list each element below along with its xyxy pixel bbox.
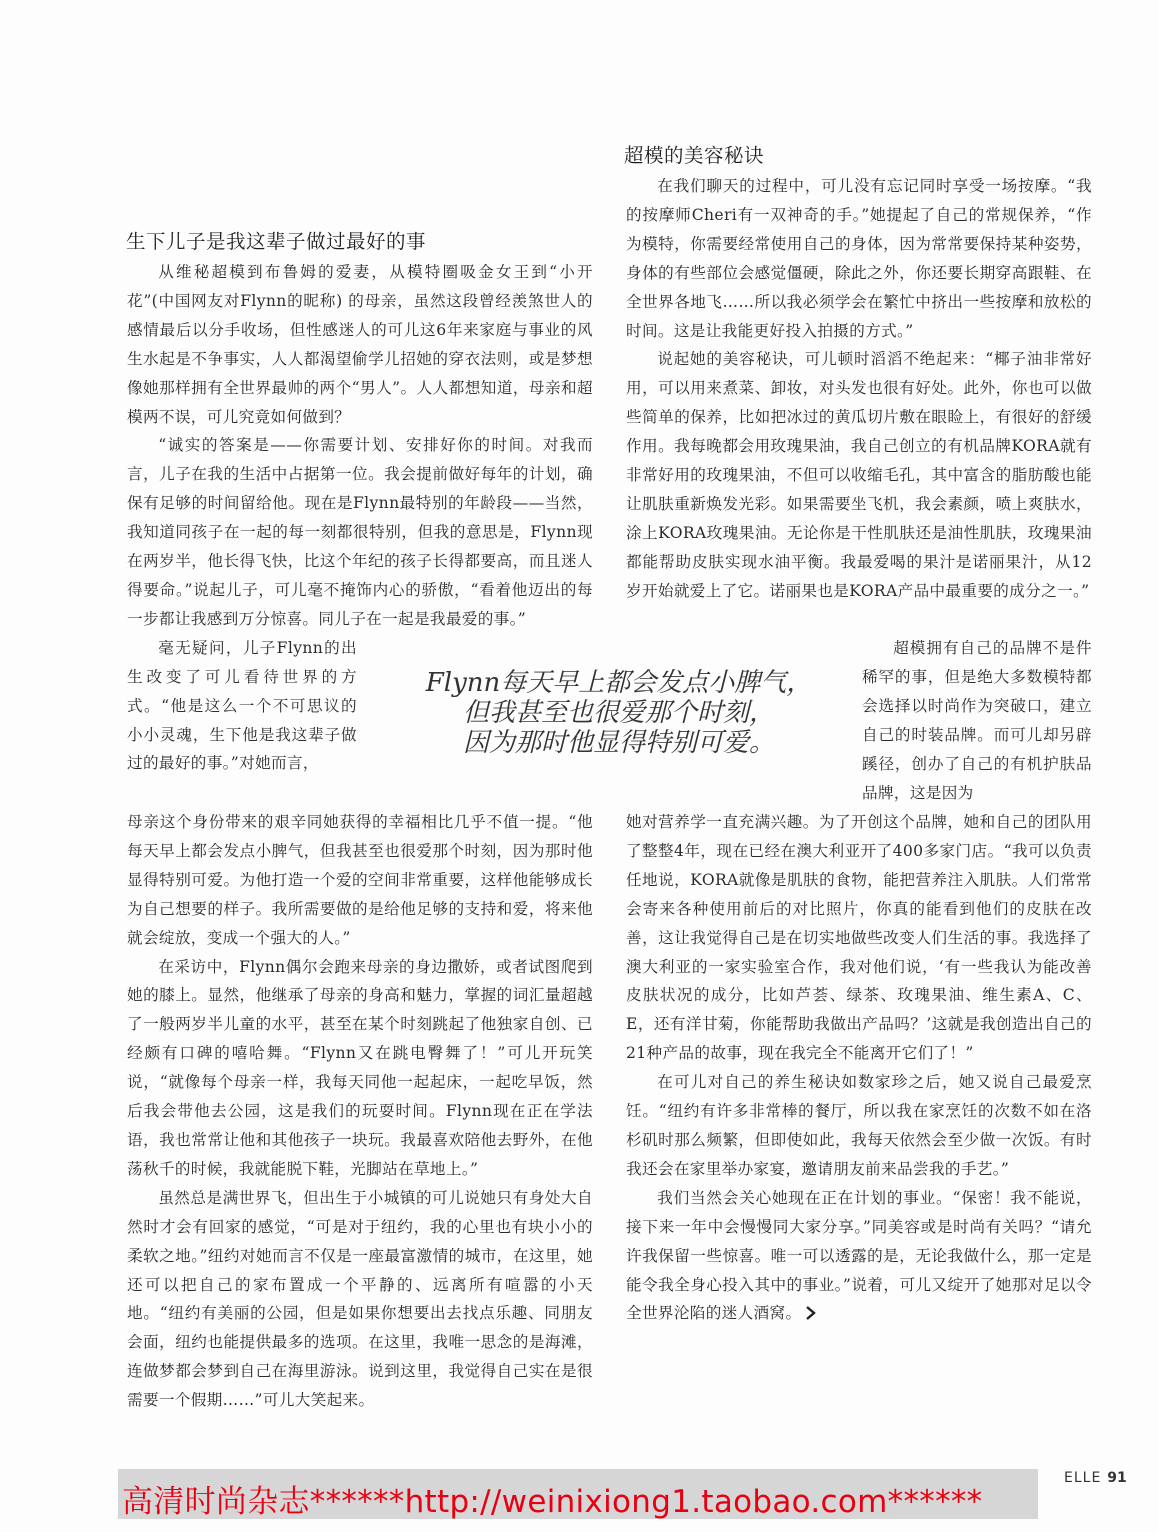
right-paragraph-3-continued: 她对营养学一直充满兴趣。为了开创这个品牌，她和自己的团队用了整整4年，现在已经在澳大利亚开了400多家门店。“我可以负责任地说，KORA就像是肌肤的食物，能把营养注入肌肤。人们常常会寄来各种使用前后的对比照片，你真的能看到他们的皮肤在改善，这让我觉得自己是在切实地做些改变人们生活的事。我选择了澳大利亚的一家实验室合作，我对他们说，‘有一些我认为能改善皮肤状况的成分，比如芦荟、绿茶、玫瑰果油、维生素A、C、E，还有洋甘菊，你能帮助我做出产品吗？’这就是我创造出自己的21种产品的故事，现在我完全不能离开它们了！” (626, 813, 1092, 1063)
right-paragraph-3-narrow: 超模拥有自己的品牌不是件稀罕的事，但是绝大多数模特都会选择以时尚作为突破口，建立自己的时装品牌。而可儿却另辟蹊径，创办了自己的有机护肤品品牌，这是因为 (862, 639, 1092, 802)
pull-quote-line-1: Flynn每天早上都会发点小脾气， (425, 668, 813, 698)
watermark-text: 高清时尚杂志******http://weinixiong1.taobao.com****** (122, 1484, 983, 1520)
magazine-name: ELLE (1064, 1470, 1102, 1486)
left-paragraph-3-continued: 母亲这个身份带来的艰辛同她获得的幸福相比几乎不值一提。“他每天早上都会发点小脾气，但我甚至也很爱那个时刻，因为那时他显得特别可爱。为他打造一个爱的空间非常重要，这样他能够成长为自己想要的样子。我所需要做的是给他足够的支持和爱，将来他就会绽放，变成一个强大的人。” (127, 813, 593, 947)
right-paragraph-1: 在我们聊天的过程中，可儿没有忘记同时享受一场按摩。“我的按摩师Cheri有一双神奇的手。”她提起了自己的常规保养，“作为模特，你需要经常使用自己的身体，因为常常要保持某种姿势，身体的有些部位会感觉僵硬，除此之外，你还要长期穿高跟鞋、在全世界各地飞……所以我必须学会在繁忙中挤出一些按摩和放松的时间。这是让我能更好投入拍摄的方式。” (626, 177, 1092, 340)
left-paragraph-4: 在采访中，Flynn偶尔会跑来母亲的身边撒娇，或者试图爬到她的膝上。显然，他继承了母亲的身高和魅力，掌握的词汇量超越了一般两岁半儿童的水平，甚至在某个时刻跳起了他独家自创、已经颇有口碑的嘻哈舞。“Flynn又在跳电臀舞了！”可儿开玩笑说，“就像每个母亲一样，我每天同他一起起床，一起吃早饭，然后我会带他去公园，这是我们的玩耍时间。Flynn现在正在学法语，我也常常让他和其他孩子一块玩。我最喜欢陪他去野外，在他荡秋千的时候，我就能脱下鞋，光脚站在草地上。” (127, 957, 593, 1178)
left-paragraph-3-narrow: 毫无疑问，儿子Flynn的出生改变了可儿看待世界的方式。“他是这么一个不可思议的小小灵魂，生下他是我这辈子做过的最好的事。”对她而言， (127, 638, 357, 773)
page-number: 91 (1107, 1470, 1127, 1486)
left-paragraph-1: 从维秘超模到布鲁姆的爱妻，从模特圈吸金女王到“小开花”(中国网友对Flynn的昵称) 的母亲，虽然这段曾经羡煞世人的感情最后以分手收场，但性感迷人的可儿这6年来家庭与事业的风生水起是不争事实，人人都渴望偷学儿招她的穿衣法则，或是梦想像她那样拥有全世界最帅的两个“男人”。人人都想知道，母亲和超模两不误，可儿究竟如何做到？ (127, 263, 593, 426)
right-column-narrow (862, 634, 1092, 807)
right-section-heading: 超模的美容秘诀 (624, 144, 765, 167)
left-section-heading: 生下儿子是我这辈子做过最好的事 (126, 230, 427, 253)
right-paragraph-5 (626, 1184, 1092, 1329)
page-folio (1064, 1470, 1127, 1486)
pull-quote (394, 668, 844, 758)
right-paragraph-4: 在可儿对自己的养生秘诀如数家珍之后，她又说自己最爱烹饪。“纽约有许多非常棒的餐厅，所以我在家烹饪的次数不如在洛杉矶时那么频繁，但即使如此，我每天依然会至少做一次饭。有时我还会在家里举办家宴，邀请朋友前来品尝我的手艺。” (626, 1073, 1092, 1178)
left-column-bottom (127, 808, 593, 1415)
left-paragraph-2: “诚实的答案是——你需要计划、安排好你的时间。对我而言，儿子在我的生活中占据第一位。我会提前做好每年的计划，确保有足够的时间留给他。现在是Flynn最特别的年龄段——当然，我知道同孩子在一起的每一刻都很特别，但我的意思是，Flynn现在两岁半，他长得飞快，比这个年纪的孩子长得都要高，而且迷人得要命。”说起儿子，可儿毫不掩饰内心的骄傲，“看着他迈出的每一步都让我感到万分惊喜。同儿子在一起是我最爱的事。” (127, 436, 593, 628)
pull-quote-line-3: 因为那时他显得特别可爱。 (462, 728, 775, 758)
pull-quote-line-2: 但我甚至也很爱那个时刻， (462, 698, 775, 728)
chevron-right-icon (803, 1306, 817, 1320)
left-paragraph-5: 虽然总是满世界飞，但出生于小城镇的可儿说她只有身处大自然时才会有回家的感觉，“可是对于纽约，我的心里也有块小小的柔软之地。”纽约对她而言不仅是一座最富激情的城市，在这里，她还可以把自己的家布置成一个平静的、远离所有喧嚣的小天地。“纽约有美丽的公园，但是如果你想要出去找点乐趣、同朋友会面，纽约也能提供最多的选项。在这里，我唯一思念的是海滩，连做梦都会梦到自己在海里游泳。说到这里，我觉得自己实在是很需要一个假期……”可儿大笑起来。 (127, 1188, 593, 1410)
right-paragraph-2: 说起她的美容秘诀，可儿顿时滔滔不绝起来：“椰子油非常好用，可以用来煮菜、卸妆，对头发也很有好处。此外，你也可以做些简单的保养，比如把冰过的黄瓜切片敷在眼睑上，有很好的舒缓作用。我每晚都会用玫瑰果油，我自己创立的有机品牌KORA就有非常好用的玫瑰果油，不但可以收缩毛孔，其中富含的脂肪酸也能让肌肤重新焕发光彩。如果需要坐飞机，我会素颜，喷上爽肤水，涂上KORA玫瑰果油。无论你是干性肌肤还是油性肌肤，玫瑰果油都能帮助皮肤实现水油平衡。我最爱喝的果汁是诺丽果汁，从12岁开始就爱上了它。诺丽果也是KORA产品中最重要的成分之一。” (626, 350, 1092, 600)
right-column-bottom (626, 808, 1092, 1328)
right-column-top (626, 172, 1092, 606)
right-paragraph-5-text: 我们当然会关心她现在正在计划的事业。“保密！我不能说，接下来一年中会慢慢同大家分享。”同美容或是时尚有关吗？“请允许我保留一些惊喜。唯一可以透露的是，无论我做什么，那一定是能令我全身心投入其中的事业。”说着，可儿又绽开了她那对足以令全世界沦陷的迷人酒窝。 (626, 1188, 1092, 1323)
